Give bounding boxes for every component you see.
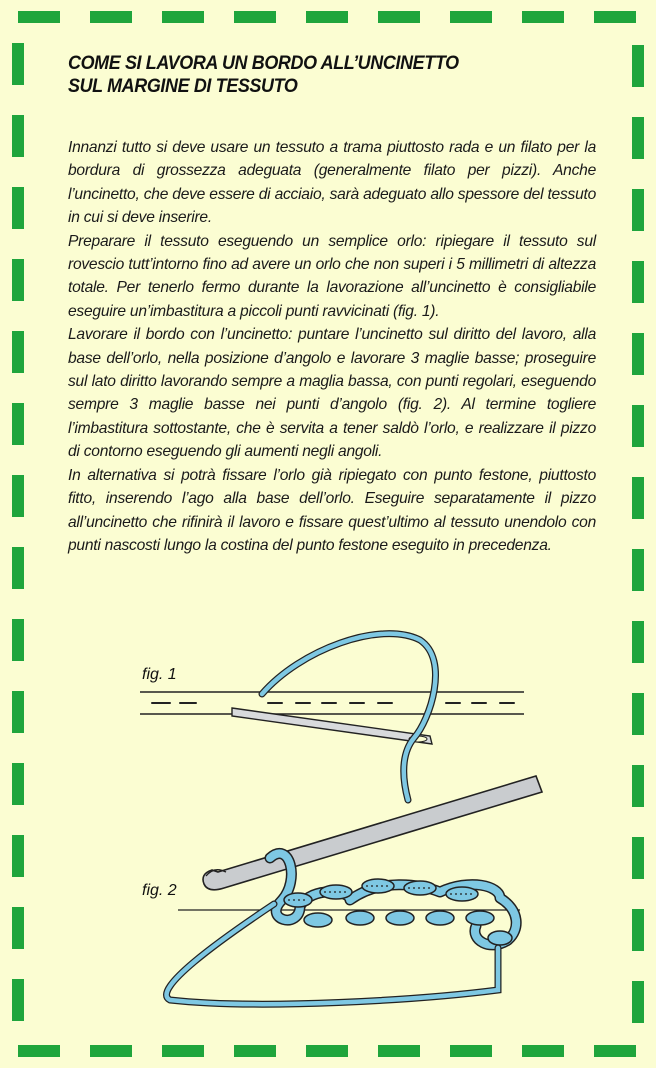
- paragraph-intro: Innanzi tutto si deve usare un tessuto a trama piuttosto rada e un filato per la bordura di grossezza adeguata (generalmente filato per pizzi). Anche l’uncinetto, che deve essere di acciaio, sarà adeguato allo spessore del tessuto in cui si deve inserire.: [68, 139, 596, 227]
- paragraph-crochet: Lavorare il bordo con l’uncinetto: puntare l’uncinetto sul diritto del lavoro, alla base dell’orlo, nella posizione d’angolo e lavorare 3 maglie basse; proseguire sul lato diritto lavorando sempre a maglia bassa, con punti regolari, eseguendo sempre 3 maglie basse nei punti d’angolo (fig. 2). Al termine togliere l’imbastitura sottostante, che è servita a tener saldò l’orlo, e realizzare il pizzo di contorno eseguendo gli aumenti negli angoli.: [68, 326, 596, 461]
- fig2-label: fig. 2: [142, 882, 177, 899]
- paragraph-alternative: In alternativa si potrà fissare l’orlo già ripiegato con punto festone, piuttosto fitto, inserendo l’ago alla base dell’orlo. Eseguire separatamente il pizzo all’uncinetto che rifinirà il lavoro e fissare quest’ultimo al tessuto unendolo con punti nascosti lungo la costina del punto festone eseguito in precedenza.: [68, 466, 596, 554]
- fig1-label: fig. 1: [142, 666, 177, 683]
- crochet-stitches: [270, 853, 516, 945]
- title-line-1: COME SI LAVORA UN BORDO ALL’UNCINETTO: [68, 52, 459, 74]
- crochet-hook: [203, 776, 542, 890]
- paragraph-prepare: Preparare il tessuto eseguendo un semplice orlo: ripiegare il tessuto sul rovescio tutt’intorno fino ad avere un orlo che non superi i 5 millimetri di altezza totale. Per tenerlo fermo durante la lavorazione all’uncinetto è consigliabile eseguire un’imbastitura a piccoli punti ravvicinati (fig. 1).: [68, 232, 596, 320]
- fig1-fabric-strip: [140, 692, 524, 714]
- title-line-2: SUL MARGINE DI TESSUTO: [68, 75, 298, 97]
